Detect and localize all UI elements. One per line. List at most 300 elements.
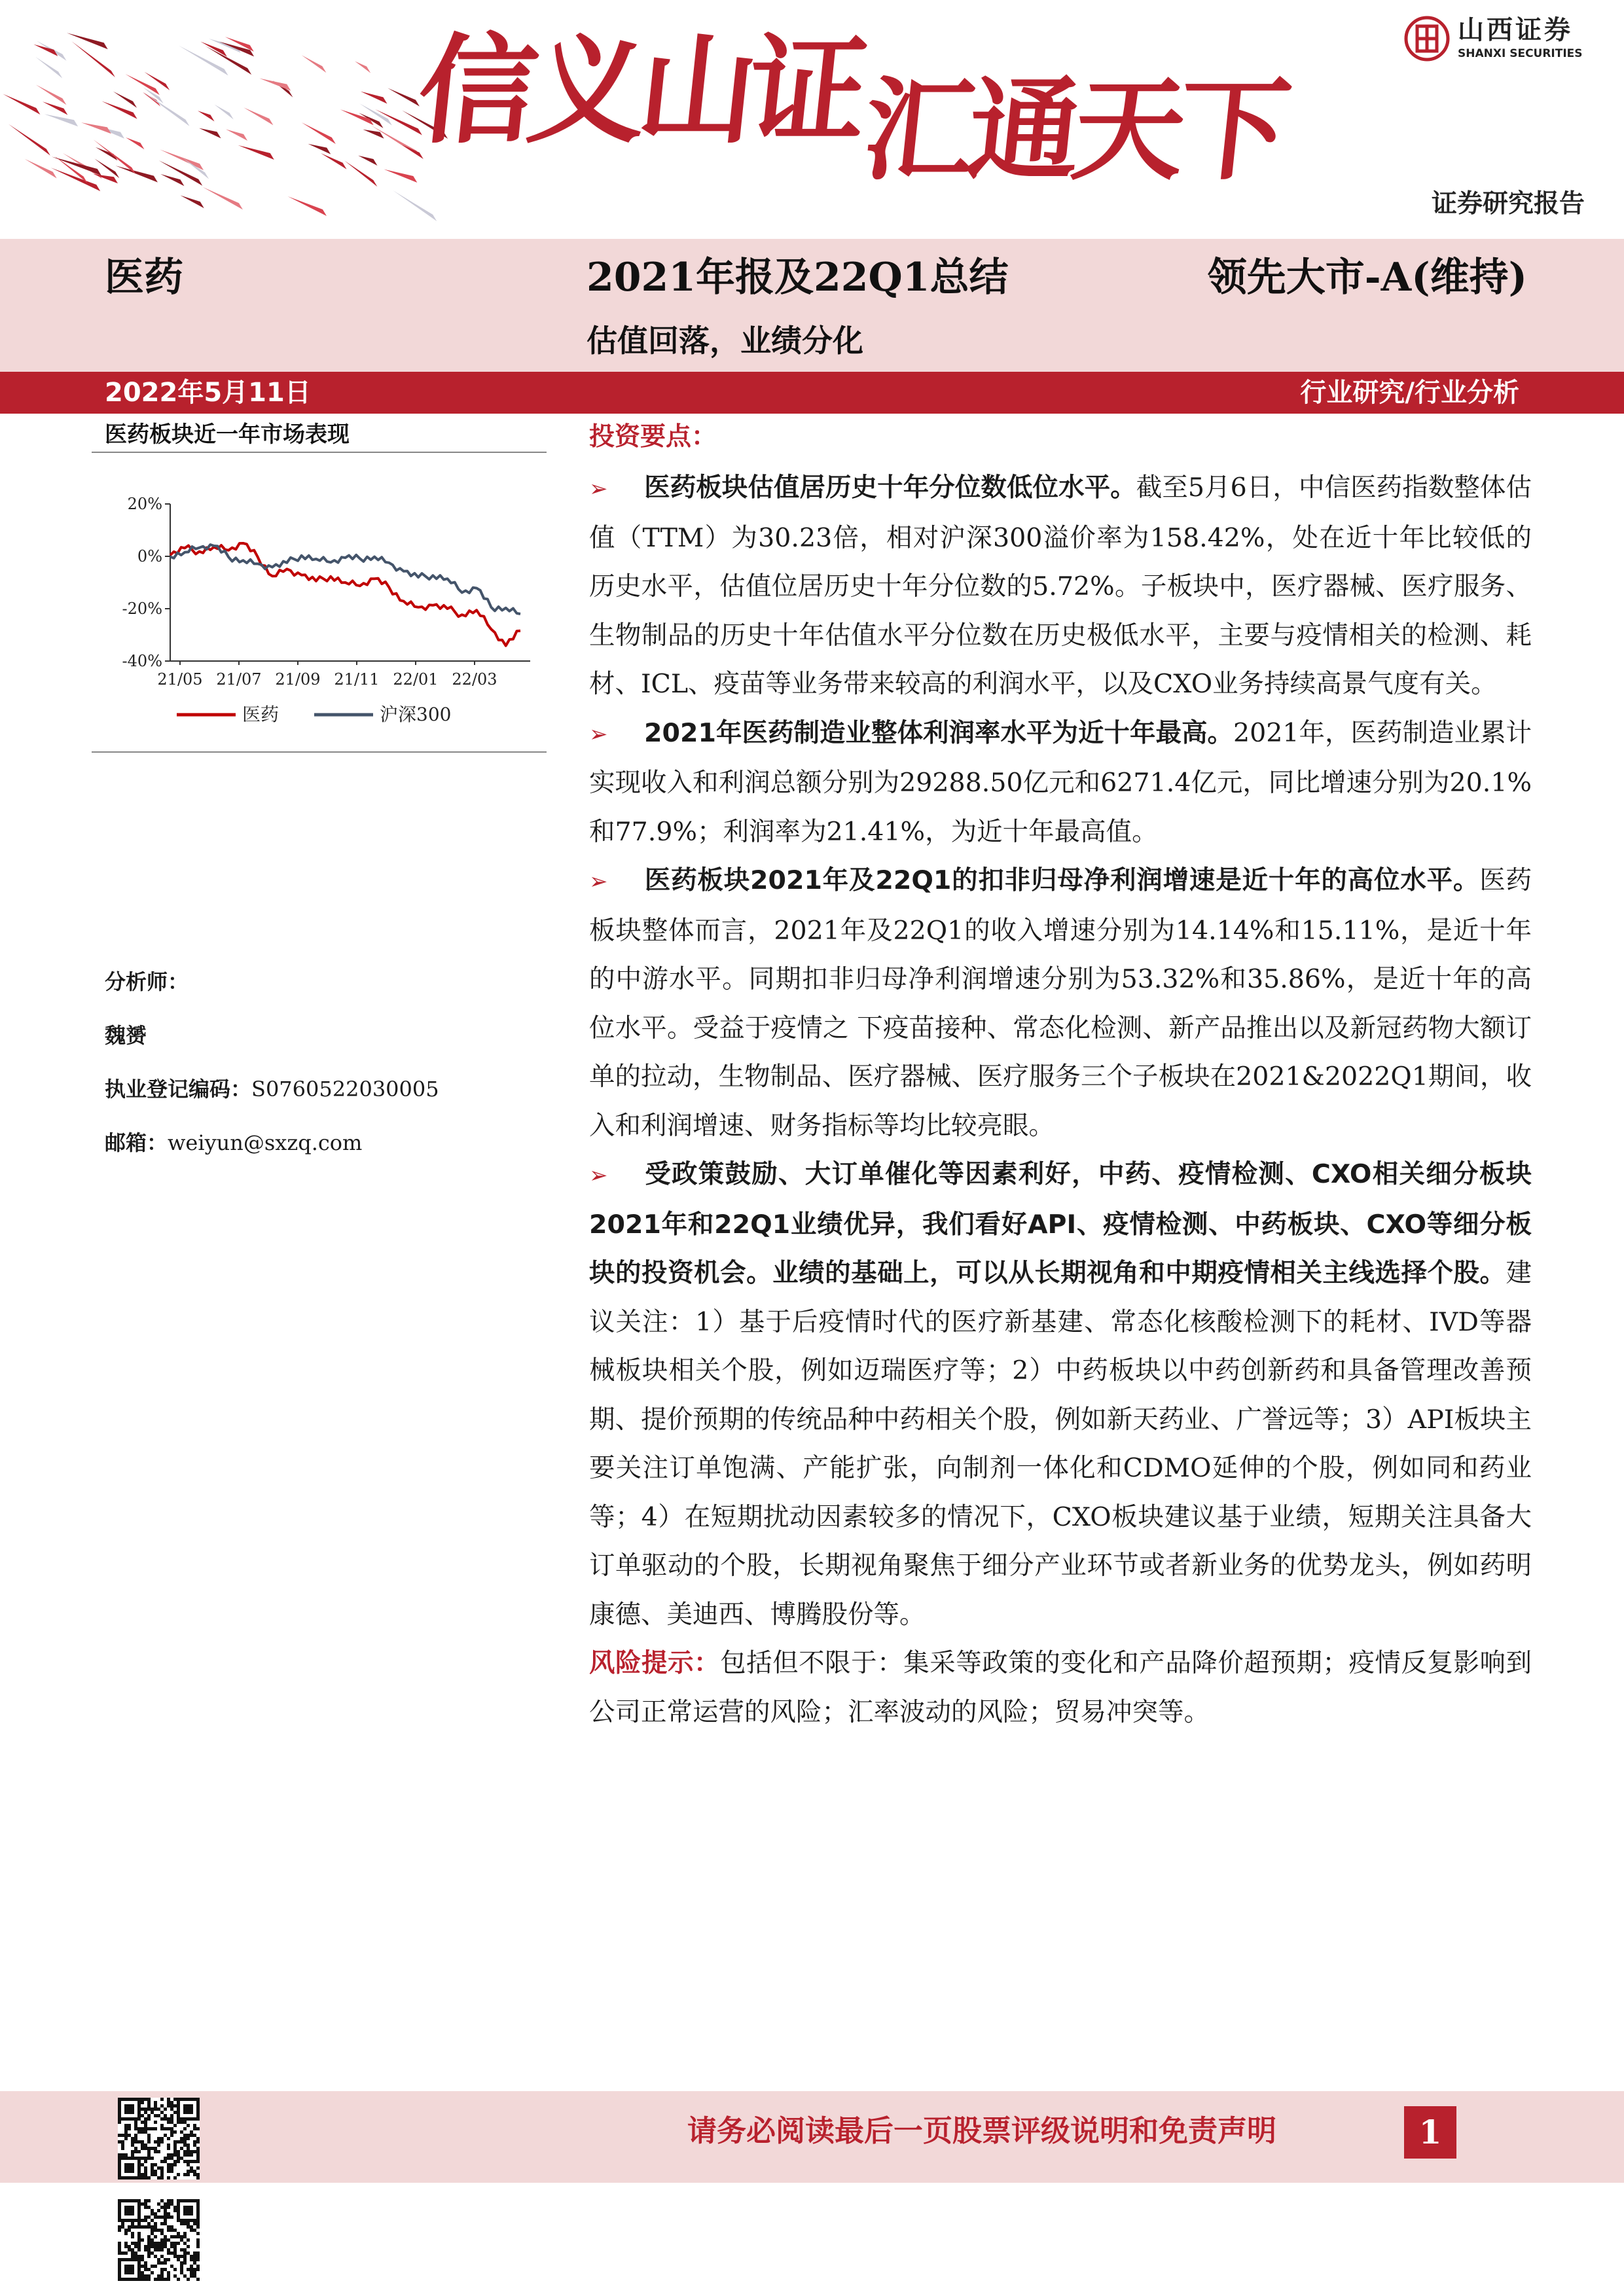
qr-module — [147, 2278, 151, 2281]
brush-stroke — [25, 159, 57, 179]
qr-module — [183, 2150, 187, 2153]
qr-module — [190, 2265, 193, 2268]
qr-module — [154, 2235, 157, 2238]
qr-module — [154, 2127, 157, 2130]
qr-module — [196, 2127, 200, 2130]
license-number: S0760522030005 — [251, 1077, 439, 1102]
qr-module — [128, 2229, 131, 2232]
qr-module — [164, 2222, 167, 2225]
qr-module — [151, 2219, 154, 2222]
qr-module — [177, 2157, 180, 2160]
qr-module — [147, 2114, 151, 2117]
brush-stroke — [288, 196, 327, 216]
qr-finder — [183, 2206, 193, 2215]
disclaimer-text: 请务必阅读最后一页股票评级说明和免责声明 — [687, 2113, 1277, 2148]
qr-module — [151, 2245, 154, 2248]
report-subtitle: 估值回落，业绩分化 — [586, 323, 863, 359]
brush-stroke — [94, 139, 136, 173]
qr-module — [160, 2173, 164, 2176]
qr-module — [160, 2199, 164, 2202]
qr-module — [190, 2225, 193, 2229]
qr-module — [193, 2251, 196, 2255]
qr-module — [151, 2271, 154, 2274]
qr-module — [144, 2117, 147, 2121]
qr-module — [196, 2137, 200, 2140]
qr-module — [183, 2251, 187, 2255]
brush-stroke — [393, 190, 437, 221]
qr-module — [151, 2173, 154, 2176]
brush-stroke — [358, 156, 377, 166]
qr-module — [160, 2104, 164, 2108]
qr-module — [164, 2245, 167, 2248]
email-address[interactable]: weiyun@sxzq.com — [168, 1130, 363, 1155]
brush-stroke — [96, 147, 118, 161]
qr-module — [170, 2265, 173, 2268]
qr-module — [187, 2225, 190, 2229]
qr-module — [144, 2274, 147, 2278]
qr-module — [144, 2176, 147, 2179]
brush-stroke — [36, 84, 67, 105]
qr-module — [173, 2248, 177, 2251]
qr-module — [131, 2137, 134, 2140]
qr-module — [180, 2222, 183, 2225]
y-tick-label: 20% — [127, 495, 162, 513]
chart-legend — [177, 704, 451, 725]
qr-module — [160, 2137, 164, 2140]
qr-module — [160, 2238, 164, 2242]
qr-module — [141, 2278, 144, 2281]
qr-module — [144, 2219, 147, 2222]
qr-module — [170, 2166, 173, 2170]
brush-stroke — [45, 114, 78, 126]
qr-module — [137, 2255, 141, 2258]
slogan-part-2: 汇通天下 — [857, 66, 1290, 196]
qr-module — [183, 2222, 187, 2225]
logo-mark-icon — [1404, 16, 1450, 62]
qr-module — [173, 2160, 177, 2163]
qr-module — [154, 2104, 157, 2108]
qr-module — [170, 2225, 173, 2229]
qr-module — [131, 2150, 134, 2153]
qr-module — [196, 2140, 200, 2144]
highlight-point — [589, 1150, 1532, 1639]
qr-module — [141, 2176, 144, 2179]
qr-module — [187, 2124, 190, 2127]
brush-stroke — [43, 101, 67, 115]
analyst-label: 分析师： — [105, 969, 189, 994]
qr-module — [167, 2098, 170, 2101]
qr-module — [160, 2140, 164, 2144]
qr-module — [154, 2108, 157, 2111]
qr-module — [157, 2114, 160, 2117]
qr-module — [118, 2225, 121, 2229]
qr-module — [177, 2258, 180, 2261]
qr-module — [144, 2268, 147, 2271]
qr-module — [131, 2242, 134, 2245]
qr-module — [157, 2229, 160, 2232]
qr-module — [121, 2147, 124, 2150]
logo-name-cn: 山西证券 — [1458, 15, 1573, 45]
qr-module — [167, 2215, 170, 2219]
qr-module — [160, 2229, 164, 2232]
qr-module — [147, 2176, 151, 2179]
qr-code-icon[interactable] — [118, 2199, 200, 2281]
qr-module — [196, 2157, 200, 2160]
qr-module — [170, 2121, 173, 2124]
qr-module — [167, 2121, 170, 2124]
bullet-arrow-icon: ➢ — [589, 1162, 608, 1189]
qr-module — [167, 2199, 170, 2202]
y-tick-label: 0% — [137, 547, 162, 565]
qr-module — [196, 2278, 200, 2281]
qr-module — [147, 2235, 151, 2238]
x-tick-label: 21/11 — [334, 670, 380, 689]
qr-module — [173, 2124, 177, 2127]
qr-module — [144, 2199, 147, 2202]
qr-module — [190, 2160, 193, 2163]
qr-module — [134, 2255, 137, 2258]
qr-module — [157, 2209, 160, 2212]
qr-module — [144, 2130, 147, 2134]
qr-module — [196, 2242, 200, 2245]
qr-module — [180, 2147, 183, 2150]
qr-module — [183, 2242, 187, 2245]
qr-module — [167, 2271, 170, 2274]
qr-module — [124, 2242, 128, 2245]
qr-module — [118, 2245, 121, 2248]
qr-module — [196, 2160, 200, 2163]
chart-bottom-rule — [92, 751, 547, 753]
brush-stroke — [54, 156, 87, 183]
brush-stroke — [126, 74, 160, 95]
qr-module — [187, 2163, 190, 2166]
qr-module — [147, 2245, 151, 2248]
brush-stroke — [3, 94, 40, 115]
qr-module — [121, 2225, 124, 2229]
qr-module — [160, 2268, 164, 2271]
qr-module — [180, 2235, 183, 2238]
qr-module — [196, 2251, 200, 2255]
qr-module — [160, 2127, 164, 2130]
qr-module — [147, 2251, 151, 2255]
qr-module — [131, 2225, 134, 2229]
rating-label: 领先大市-A(维持) — [1207, 255, 1527, 300]
qr-module — [160, 2098, 164, 2101]
qr-module — [154, 2248, 157, 2251]
y-tick-label: -40% — [122, 652, 162, 670]
qr-module — [173, 2144, 177, 2147]
highlights-heading: 投资要点： — [589, 422, 717, 452]
qr-code-icon[interactable] — [118, 2098, 200, 2179]
qr-module — [141, 2219, 144, 2222]
qr-module — [131, 2248, 134, 2251]
qr-module — [124, 2153, 128, 2157]
qr-module — [134, 2225, 137, 2229]
bullet-arrow-icon: ➢ — [589, 476, 608, 502]
qr-module — [137, 2150, 141, 2153]
qr-module — [144, 2144, 147, 2147]
qr-module — [157, 2108, 160, 2111]
qr-module — [183, 2173, 187, 2176]
qr-module — [137, 2242, 141, 2245]
qr-module — [151, 2163, 154, 2166]
qr-module — [173, 2163, 177, 2166]
point-detail: 2021年，医药制造业累计实现收入和利润总额分别为29288.50亿元和6271.4亿元，同比增速分别为20.1%和77.9%；利润率为21.41%，为近十年最高值。 — [589, 717, 1532, 847]
brush-stroke — [198, 111, 214, 121]
qr-module — [193, 2255, 196, 2258]
qr-module — [151, 2108, 154, 2111]
qr-module — [187, 2170, 190, 2173]
page-number: 1 — [1404, 2106, 1456, 2159]
qr-module — [183, 2248, 187, 2251]
qr-module — [167, 2117, 170, 2121]
qr-module — [193, 2271, 196, 2274]
qr-module — [173, 2235, 177, 2238]
qr-module — [180, 2137, 183, 2140]
qr-module — [196, 2258, 200, 2261]
report-date: 2022年5月11日 — [105, 378, 311, 408]
brush-stroke — [71, 41, 115, 77]
qr-module — [196, 2268, 200, 2271]
qr-module — [170, 2104, 173, 2108]
qr-module — [183, 2235, 187, 2238]
qr-module — [137, 2248, 141, 2251]
qr-module — [141, 2265, 144, 2268]
qr-module — [157, 2137, 160, 2140]
qr-module — [190, 2271, 193, 2274]
qr-module — [124, 2137, 128, 2140]
qr-module — [160, 2215, 164, 2219]
qr-module — [164, 2134, 167, 2137]
qr-module — [167, 2225, 170, 2229]
brush-stroke — [388, 88, 420, 106]
qr-module — [187, 2173, 190, 2176]
qr-module — [160, 2222, 164, 2225]
qr-module — [160, 2242, 164, 2245]
qr-module — [180, 2261, 183, 2265]
qr-module — [141, 2274, 144, 2278]
qr-module — [160, 2274, 164, 2278]
brush-stroke — [321, 153, 347, 170]
market-performance-chart — [92, 458, 547, 746]
qr-module — [154, 2147, 157, 2150]
qr-module — [164, 2206, 167, 2209]
qr-module — [170, 2134, 173, 2137]
qr-module — [137, 2232, 141, 2235]
qr-module — [151, 2212, 154, 2215]
highlight-point — [589, 463, 1532, 709]
qr-module — [137, 2130, 141, 2134]
qr-module — [173, 2255, 177, 2258]
qr-module — [177, 2235, 180, 2238]
qr-module — [134, 2147, 137, 2150]
legend-label: 医药 — [242, 704, 280, 725]
qr-module — [137, 2235, 141, 2238]
qr-module — [160, 2232, 164, 2235]
series-line-hs300 — [170, 545, 520, 614]
qr-module — [154, 2170, 157, 2173]
qr-module — [180, 2121, 183, 2124]
qr-module — [157, 2261, 160, 2265]
qr-module — [147, 2108, 151, 2111]
slogan-part-1: 信义山证 — [412, 23, 867, 160]
qr-module — [177, 2153, 180, 2157]
qr-module — [141, 2140, 144, 2144]
qr-module — [157, 2278, 160, 2281]
qr-module — [187, 2268, 190, 2271]
qr-module — [157, 2258, 160, 2261]
qr-module — [157, 2248, 160, 2251]
qr-module — [196, 2225, 200, 2229]
qr-module — [167, 2127, 170, 2130]
qr-module — [187, 2160, 190, 2163]
qr-module — [160, 2261, 164, 2265]
qr-module — [151, 2232, 154, 2235]
qr-module — [173, 2274, 177, 2278]
qr-module — [173, 2104, 177, 2108]
brush-stroke — [160, 174, 184, 186]
qr-module — [196, 2150, 200, 2153]
qr-module — [190, 2255, 193, 2258]
qr-module — [193, 2124, 196, 2127]
qr-module — [124, 2124, 128, 2127]
qr-module — [121, 2222, 124, 2225]
qr-module — [154, 2212, 157, 2215]
qr-module — [164, 2117, 167, 2121]
qr-module — [173, 2251, 177, 2255]
qr-module — [170, 2153, 173, 2157]
brush-stroke — [344, 160, 377, 187]
qr-module — [134, 2134, 137, 2137]
qr-module — [160, 2255, 164, 2258]
qr-module — [141, 2271, 144, 2274]
qr-module — [131, 2235, 134, 2238]
qr-module — [187, 2222, 190, 2225]
qr-module — [147, 2117, 151, 2121]
qr-module — [141, 2121, 144, 2124]
qr-module — [151, 2251, 154, 2255]
qr-module — [187, 2278, 190, 2281]
brush-stroke — [302, 122, 336, 144]
qr-module — [141, 2173, 144, 2176]
qr-module — [147, 2242, 151, 2245]
report-title: 2021年报及22Q1总结 — [586, 255, 1009, 300]
qr-module — [154, 2278, 157, 2281]
qr-module — [164, 2261, 167, 2265]
qr-module — [183, 2121, 187, 2124]
qr-module — [154, 2121, 157, 2124]
qr-module — [167, 2274, 170, 2278]
qr-module — [187, 2147, 190, 2150]
qr-module — [180, 2255, 183, 2258]
qr-module — [137, 2245, 141, 2248]
qr-module — [144, 2111, 147, 2114]
qr-module — [164, 2127, 167, 2130]
qr-module — [164, 2215, 167, 2219]
qr-module — [144, 2121, 147, 2124]
brush-stroke — [113, 92, 137, 108]
qr-module — [183, 2160, 187, 2163]
qr-module — [154, 2215, 157, 2219]
qr-module — [151, 2265, 154, 2268]
qr-module — [164, 2242, 167, 2245]
legend-label: 沪深300 — [380, 704, 452, 725]
point-detail: 截至5月6日，中信医药指数整体估值（TTM）为30.23倍，相对沪深300溢价率为158.42%，处在近十年比较低的历史水平，估值位居历史十年分位数的5.72%。子板块中，医疗器械、医疗服务、生物制品的历史十年估值水平分位数在历史极低水平，主要与疫情相关的检测、耗材、ICL、疫苗等业务带来较高的利润水平，以及CXO业务持续高景气度有关。 — [589, 473, 1532, 699]
qr-module — [141, 2163, 144, 2166]
qr-module — [147, 2238, 151, 2242]
qr-module — [154, 2245, 157, 2248]
qr-module — [164, 2114, 167, 2117]
qr-module — [160, 2111, 164, 2114]
brush-stroke — [259, 79, 291, 91]
brush-stroke — [384, 170, 418, 183]
qr-module — [147, 2140, 151, 2144]
qr-module — [128, 2124, 131, 2127]
qr-module — [190, 2258, 193, 2261]
qr-module — [154, 2150, 157, 2153]
industry-label: 医药 — [105, 255, 183, 300]
qr-module — [154, 2222, 157, 2225]
qr-module — [173, 2176, 177, 2179]
qr-finder — [124, 2163, 134, 2173]
qr-module — [187, 2144, 190, 2147]
qr-module — [147, 2127, 151, 2130]
qr-module — [118, 2229, 121, 2232]
analyst-license — [105, 1075, 439, 1103]
qr-module — [177, 2255, 180, 2258]
qr-module — [164, 2157, 167, 2160]
qr-module — [160, 2160, 164, 2163]
qr-module — [167, 2144, 170, 2147]
qr-module — [183, 2144, 187, 2147]
qr-module — [167, 2176, 170, 2179]
qr-module — [167, 2229, 170, 2232]
qr-module — [157, 2176, 160, 2179]
qr-module — [164, 2108, 167, 2111]
qr-module — [124, 2229, 128, 2232]
qr-module — [131, 2144, 134, 2147]
qr-module — [177, 2140, 180, 2144]
qr-module — [151, 2111, 154, 2114]
qr-module — [196, 2265, 200, 2268]
brush-stroke — [143, 92, 189, 126]
qr-module — [196, 2176, 200, 2179]
qr-module — [160, 2124, 164, 2127]
qr-module — [147, 2101, 151, 2104]
qr-module — [144, 2261, 147, 2265]
qr-module — [141, 2098, 144, 2101]
qr-module — [160, 2245, 164, 2248]
qr-module — [180, 2268, 183, 2271]
brush-stroke — [93, 174, 118, 183]
qr-module — [118, 2153, 121, 2157]
qr-module — [121, 2134, 124, 2137]
qr-finder — [124, 2104, 134, 2114]
brush-stroke — [202, 187, 243, 210]
qr-module — [144, 2202, 147, 2206]
qr-module — [170, 2199, 173, 2202]
qr-module — [137, 2238, 141, 2242]
qr-module — [147, 2255, 151, 2258]
qr-module — [157, 2215, 160, 2219]
x-tick-label: 21/07 — [216, 670, 262, 689]
qr-module — [190, 2153, 193, 2157]
qr-module — [167, 2166, 170, 2170]
qr-module — [128, 2127, 131, 2130]
qr-module — [137, 2140, 141, 2144]
qr-module — [144, 2124, 147, 2127]
qr-module — [196, 2238, 200, 2242]
